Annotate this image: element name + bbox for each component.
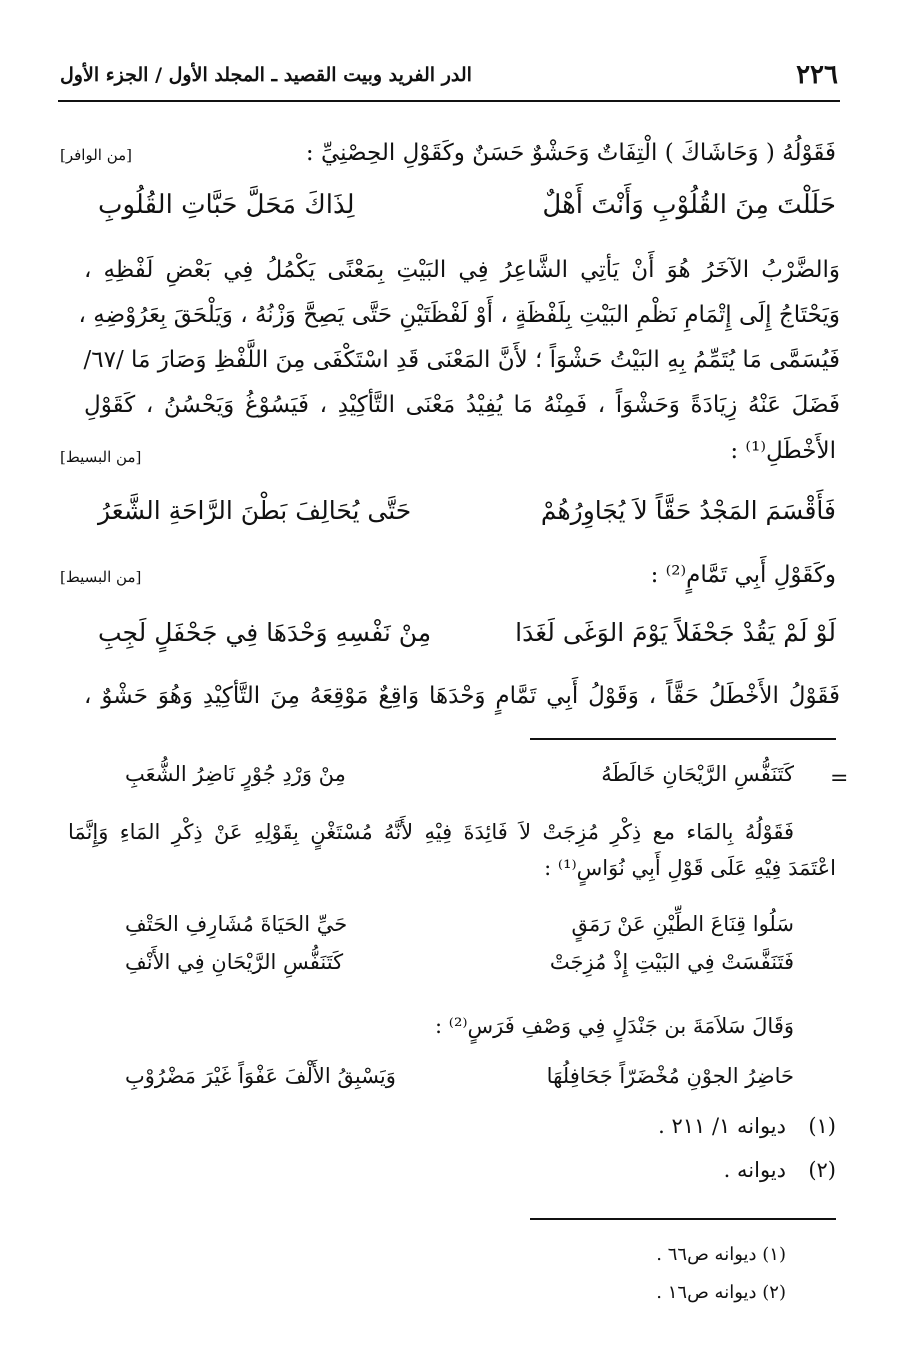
abu-tammam-intro: وكَقَوْلِ أَبِي تَمَّامٍ⁽²⁾ : (650, 562, 836, 588)
intro-line: فَقَوْلُهُ ( وَحَاشَاكَ ) الْتِفَاتٌ وَحَشْوٌ حَسَنٌ وكَقَوْلِ الحِصْنِيِّ : (305, 140, 836, 166)
paragraph-line-2: وَيَحْتَاجُ إِلَى إِتْمَامِ نَظْمِ البَيْتِ بِلَفْظَةٍ ، أَوْ لَفْظَتَيْنِ حَتَّى يَصِحَّ وَزْنُهُ ، وَيَلْحَقَ بِعَرُوْضِهِ ، (78, 302, 840, 328)
notes-separator (530, 738, 836, 740)
verse-6-first-hemistich: فَتَنَفَّسَتْ فِي البَيْتِ إِذْ مُزِجَتْ (549, 950, 794, 974)
verse-2-second-hemistich: حَتَّى يُحَالِفَ بَطْنَ الرَّاحَةِ الشَّعَرُ (98, 496, 412, 525)
salamah-intro: وَقَالَ سَلاَمَةَ بن جَنْدَلٍ فِي وَصْفِ فَرَسٍ⁽²⁾ : (435, 1014, 794, 1038)
verse-6-second-hemistich: كَتَنَفُّسِ الرَّيْحَانِ فِي الأَنْفِ (125, 950, 344, 974)
verse-4-second-hemistich: مِنْ وَرْدِ جُوْرٍ نَاضِرُ الشُّعَبِ (125, 762, 346, 786)
page-number: ٢٢٦ (796, 60, 838, 90)
note-text-line-2: اعْتَمَدَ فِيْهِ عَلَى قَوْلِ أَبِي نُوَاسٍ⁽¹⁾ : (544, 856, 836, 880)
footnote-1: (١) ديوانه ص٦٦ . (656, 1244, 786, 1265)
verse-3-second-hemistich: مِنْ نَفْسِهِ وَحْدَهَا فِي جَحْفَلٍ لَجِبِ (98, 618, 432, 647)
paragraph-line-4: فَضَلَ عَنْهُ زِيَادَةً وَحَشْوَاً ، فَمِنْهُ مَا يُفِيْدُ مَعْنَى التَّأكِيْدِ ، فَيَسُوْغُ وَيَحْسُنُ ، كَقَوْلِ (84, 392, 840, 418)
verse-4-first-hemistich: كَتَنَفُّسِ الرَّيْحَانِ خَالَطَهُ (601, 762, 794, 786)
closing-line: فَقَوْلُ الأَخْطَلُ حَقَّاً ، وَقَوْلُ أَبِي تَمَّامٍ وَحْدَهَا وَاقِعٌ مَوْقِعَهُ مِنَ التَّأكِيْدِ وَهُوَ حَشْوٌ ، (84, 683, 840, 709)
footnote-separator (530, 1218, 836, 1220)
verse-3-first-hemistich: لَوْ لَمْ يَقُدْ جَحْفَلاً يَوْمَ الوَغَى لَغَدَا (515, 618, 836, 647)
paragraph-line-1: وَالضَّرْبُ الآخَرُ هُوَ أَنْ يَأتِي الشَّاعِرُ فِي البَيْتِ بِمَعْنًى يَكْمُلُ فِي بَعْضِ لَفْظِهِ ، (84, 257, 840, 283)
meter-label-basit-2: [من البسيط] (60, 568, 142, 586)
verse-1-first-hemistich: حَلَلْتَ مِنَ القُلُوْبِ وَأَنْتَ أَهْلٌ (542, 190, 836, 220)
meter-label-basit-1: [من البسيط] (60, 448, 142, 466)
note-ref-2-number: (٢) (808, 1158, 836, 1182)
meter-label-wafir: [من الوافر] (60, 146, 133, 164)
note-ref-1-number: (١) (808, 1114, 836, 1138)
note-text-line-1: فَقَوْلُهُ بِالمَاء مع ذِكْرِ مُزِجَتْ لاَ فَائِدَةَ فِيْهِ لأَنَّهُ مُسْتَغْنٍ بِقَوْلِهِ عَنْ ذِكْرِ المَاءِ وَإِنَّمَا (68, 820, 794, 844)
continuation-mark: = (830, 766, 849, 791)
footnote-2: (٢) ديوانه ص١٦ . (656, 1282, 786, 1303)
paragraph-line-3: فَيُسَمَّى مَا يُتَمِّمُ بِهِ البَيْتُ حَشْوَاً ؛ لأَنَّ المَعْنَى قَدِ اسْتَكْفَى مِنَ اللَّفْظِ وَصَارَ مَا /٦٧/ (83, 347, 840, 373)
verse-5-second-hemistich: حَيِّ الحَيَاةَ مُشَارِفِ الحَتْفِ (125, 912, 348, 936)
header-rule (58, 100, 840, 102)
verse-7-first-hemistich: حَاضِرُ الجوْنِ مُخْضَرّاً جَحَافِلُهَا (546, 1064, 794, 1088)
note-ref-1-text: ديوانه ١/ ٢١١ . (658, 1114, 786, 1138)
verse-5-first-hemistich: سَلُوا قِنَاعَ الطِّيْنِ عَنْ رَمَقٍ (571, 912, 794, 936)
running-head: الدر الفريد وبيت القصيد ـ المجلد الأول / الجزء الأول (60, 64, 472, 86)
note-ref-2-text: ديوانه . (723, 1158, 786, 1182)
verse-1-second-hemistich: لِذَاكَ مَحَلَّ حَبَّاتِ القُلُوبِ (98, 190, 355, 220)
verse-2-first-hemistich: فَأَقْسَمَ المَجْدُ حَقَّاً لاَ يُجَاوِرُهُمْ (540, 496, 836, 525)
akhtal-intro: الأَخْطَلِ⁽¹⁾ : (730, 438, 836, 464)
verse-7-second-hemistich: وَيَسْبِقُ الأَلْفَ عَفْوَاً غَيْرَ مَضْرُوْبِ (125, 1064, 396, 1088)
